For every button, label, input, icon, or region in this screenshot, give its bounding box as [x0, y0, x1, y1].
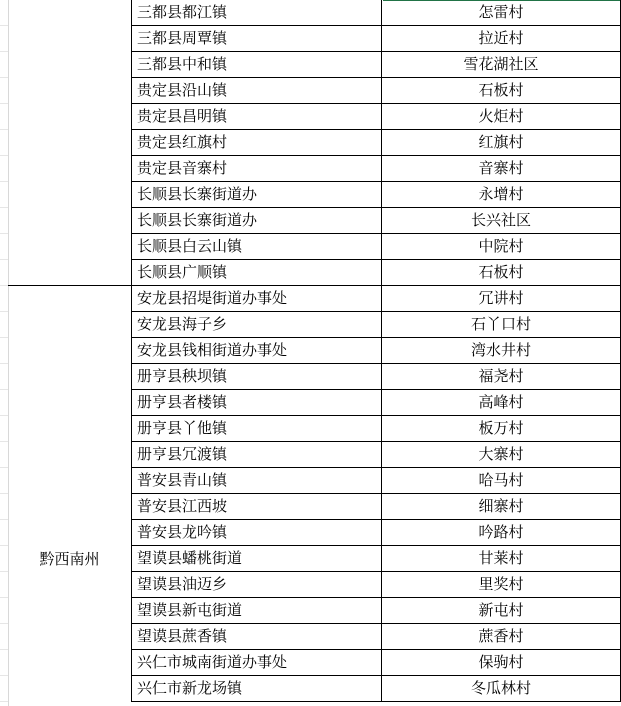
table-row [131, 468, 621, 494]
group-divider [8, 285, 132, 286]
table-row [131, 312, 621, 338]
table-row [131, 338, 621, 364]
table-row [131, 234, 621, 260]
township-cell[interactable]: 三都县都江镇 [131, 0, 382, 25]
village-cell[interactable]: 高峰村 [382, 390, 621, 415]
village-cell[interactable]: 石板村 [382, 260, 621, 285]
township-cell[interactable]: 普安县龙吟镇 [131, 520, 382, 545]
table-row [131, 650, 621, 676]
village-cell[interactable]: 拉近村 [382, 26, 621, 51]
village-cell[interactable]: 中院村 [382, 234, 621, 259]
township-cell[interactable]: 册亨县丫他镇 [131, 416, 382, 441]
village-cell[interactable]: 里奖村 [382, 572, 621, 597]
village-cell[interactable]: 火炬村 [382, 104, 621, 129]
table-row [131, 208, 621, 234]
village-cell[interactable]: 大寨村 [382, 442, 621, 467]
township-cell[interactable]: 普安县江西坡 [131, 494, 382, 519]
table-row [131, 624, 621, 650]
table-row [131, 130, 621, 156]
village-cell[interactable]: 保驹村 [382, 650, 621, 675]
township-cell[interactable]: 望谟县油迈乡 [131, 572, 382, 597]
table-row [131, 156, 621, 182]
table-row [131, 416, 621, 442]
village-cell[interactable]: 福尧村 [382, 364, 621, 389]
township-cell[interactable]: 贵定县红旗村 [131, 130, 382, 155]
township-cell[interactable]: 长顺县广顺镇 [131, 260, 382, 285]
township-cell[interactable]: 贵定县沿山镇 [131, 78, 382, 103]
village-cell[interactable]: 音寨村 [382, 156, 621, 181]
village-cell[interactable]: 吟路村 [382, 520, 621, 545]
table-row [131, 104, 621, 130]
township-cell[interactable]: 普安县青山镇 [131, 468, 382, 493]
village-cell[interactable]: 哈马村 [382, 468, 621, 493]
village-cell[interactable]: 新屯村 [382, 598, 621, 623]
village-cell[interactable]: 雪花湖社区 [382, 52, 621, 77]
table-row [131, 182, 621, 208]
village-cell[interactable]: 石板村 [382, 78, 621, 103]
table-row [131, 390, 621, 416]
village-cell[interactable]: 甘莱村 [382, 546, 621, 571]
table-row [131, 286, 621, 312]
village-cell[interactable]: 永增村 [382, 182, 621, 207]
table-row [131, 52, 621, 78]
village-cell[interactable]: 红旗村 [382, 130, 621, 155]
township-cell[interactable]: 长顺县长寨街道办 [131, 208, 382, 233]
table-row [131, 546, 621, 572]
table-row [131, 520, 621, 546]
village-cell[interactable]: 石丫口村 [382, 312, 621, 337]
table-row [131, 78, 621, 104]
village-cell[interactable]: 板万村 [382, 416, 621, 441]
table-row [131, 442, 621, 468]
township-cell[interactable]: 贵定县昌明镇 [131, 104, 382, 129]
village-cell[interactable]: 蔗香村 [382, 624, 621, 649]
village-cell[interactable]: 怎雷村 [382, 0, 621, 25]
township-cell[interactable]: 安龙县海子乡 [131, 312, 382, 337]
township-cell[interactable]: 望谟县蟠桃街道 [131, 546, 382, 571]
township-cell[interactable]: 安龙县钱相街道办事处 [131, 338, 382, 363]
township-cell[interactable]: 兴仁市城南街道办事处 [131, 650, 382, 675]
township-cell[interactable]: 册亨县者楼镇 [131, 390, 382, 415]
table-row [131, 26, 621, 52]
village-cell[interactable]: 湾水井村 [382, 338, 621, 363]
township-cell[interactable]: 三都县周覃镇 [131, 26, 382, 51]
township-cell[interactable]: 贵定县音寨村 [131, 156, 382, 181]
township-cell[interactable]: 册亨县秧坝镇 [131, 364, 382, 389]
table-row [131, 676, 621, 702]
table-row [131, 598, 621, 624]
table-row [131, 0, 621, 26]
township-cell[interactable]: 望谟县蔗香镇 [131, 624, 382, 649]
village-cell[interactable]: 冗讲村 [382, 286, 621, 311]
township-cell[interactable]: 兴仁市新龙场镇 [131, 676, 382, 701]
table-row [131, 572, 621, 598]
township-cell[interactable]: 三都县中和镇 [131, 52, 382, 77]
village-cell[interactable]: 长兴社区 [382, 208, 621, 233]
table-row [131, 494, 621, 520]
table-row [131, 364, 621, 390]
township-cell[interactable]: 长顺县长寨街道办 [131, 182, 382, 207]
township-cell[interactable]: 安龙县招堤街道办事处 [131, 286, 382, 311]
township-cell[interactable]: 册亨县冗渡镇 [131, 442, 382, 467]
region-cell[interactable]: 黔西南州 [39, 550, 100, 568]
township-cell[interactable]: 望谟县新屯街道 [131, 598, 382, 623]
township-cell[interactable]: 长顺县白云山镇 [131, 234, 382, 259]
village-cell[interactable]: 冬瓜林村 [382, 676, 621, 701]
village-cell[interactable]: 细寨村 [382, 494, 621, 519]
table-row [131, 260, 621, 286]
row-grid-strip [0, 0, 9, 706]
